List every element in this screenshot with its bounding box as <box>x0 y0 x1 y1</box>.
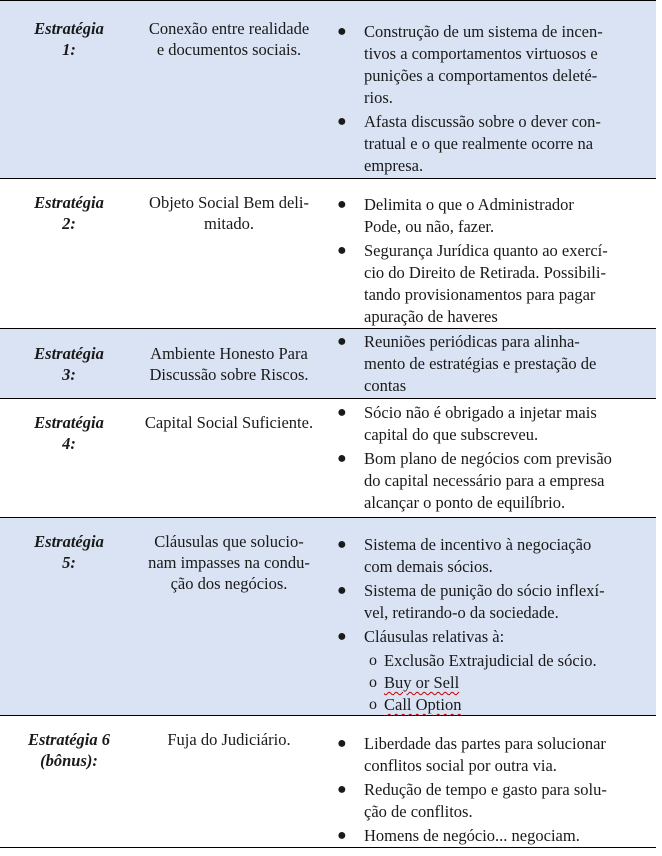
description-line: mitado. <box>204 214 254 233</box>
circle-bullet-icon: o <box>369 674 377 691</box>
list-item: ● Homens de negócio... negociam. <box>337 826 580 845</box>
bullet-icon: ● <box>337 450 347 467</box>
bullet-icon: ● <box>337 113 347 130</box>
list-item: ● Segurança Jurídica quanto ao exercí- cio do Direito de Retirada. Possibili- tando provisionamentos para pagar apuração de haveres <box>337 241 608 326</box>
list-item: ● Construção de um sistema de incen- tivos a comportamentos virtuosos e punições a comportamentos deleté- rios. <box>337 22 603 107</box>
bullet-icon: ● <box>337 781 347 798</box>
description-line: Ambiente Honesto Para <box>150 344 308 363</box>
strategy-label-line: Estratégia <box>34 413 104 432</box>
list-item: ● Reuniões periódicas para alinha- mento de estratégias e prestação de contas <box>337 332 597 395</box>
description-line: Objeto Social Bem deli- <box>149 193 309 212</box>
strategy-description <box>132 531 326 594</box>
strategy-description <box>132 412 326 433</box>
bullet-list <box>332 402 650 516</box>
sub-list-item: o Exclusão Extrajudicial de sócio. <box>369 651 597 670</box>
strategy-label <box>8 192 130 234</box>
strategy-label-line: Estratégia <box>34 19 104 38</box>
list-item: ● Bom plano de negócios com previsão do capital necessário para a empresa alcançar o ponto de equilíbrio. <box>337 449 612 512</box>
strategy-label-line: (bônus): <box>40 751 98 770</box>
bullet-icon: ● <box>337 196 347 213</box>
bullet-icon: ● <box>337 582 347 599</box>
description-line: Discussão sobre Riscos. <box>149 365 309 384</box>
table-row <box>0 179 656 329</box>
description-line: e documentos sociais. <box>156 40 302 59</box>
table-row <box>0 399 656 518</box>
strategy-label-line: 4: <box>62 434 76 453</box>
bullet-icon: ● <box>337 404 347 421</box>
strategy-label-line: Estratégia <box>34 344 104 363</box>
strategy-label <box>8 343 130 385</box>
bullet-icon: ● <box>337 23 347 40</box>
strategy-description <box>132 192 326 234</box>
list-item: ● Cláusulas relativas à: <box>337 627 505 646</box>
description-line: Fuja do Judiciário. <box>167 730 291 749</box>
sub-list-item: o Call Option <box>369 695 462 714</box>
strategy-label <box>8 18 130 60</box>
bullet-icon: ● <box>337 735 347 752</box>
bullet-list <box>332 194 650 330</box>
strategy-label <box>8 412 130 454</box>
bullet-list <box>332 331 650 399</box>
bullet-icon: ● <box>337 628 347 645</box>
table-row <box>0 518 656 716</box>
description-line: Cláusulas que solucio- <box>154 532 304 551</box>
table-row <box>0 716 656 848</box>
sub-list-item: o Buy or Sell <box>369 673 460 692</box>
strategy-label-line: 2: <box>62 214 76 233</box>
bullet-icon: ● <box>337 536 347 553</box>
bullet-icon: ● <box>337 242 347 259</box>
strategy-label-line: 1: <box>62 40 76 59</box>
description-line: Conexão entre realidade <box>148 19 310 38</box>
list-item: ● Sistema de punição do sócio inflexí- vel, retirando-o da sociedade. <box>337 581 605 622</box>
table-row <box>0 329 656 399</box>
strategy-label-line: Estratégia <box>34 532 104 551</box>
strategy-label-line: 5: <box>62 553 76 572</box>
list-item: ● Liberdade das partes para solucionar conflitos social por outra via. <box>337 734 606 775</box>
strategy-description <box>132 729 326 750</box>
strategy-label-line: Estratégia <box>34 193 104 212</box>
table-row <box>0 1 656 179</box>
description-line: Capital Social Suficiente. <box>144 413 314 432</box>
circle-bullet-icon: o <box>369 652 377 669</box>
list-item: ● Sócio não é obrigado a injetar mais capital do que subscreveu. <box>337 403 597 444</box>
bullet-list <box>332 21 650 179</box>
strategy-label <box>8 729 130 771</box>
list-item: ● Afasta discussão sobre o dever con- tratual e o que realmente ocorre na empresa. <box>337 112 601 175</box>
strategy-label-line: Estratégia 6 <box>27 730 111 749</box>
list-item: ● Delimita o que o Administrador Pode, ou não, fazer. <box>337 195 574 236</box>
strategy-description <box>132 343 326 385</box>
list-item: ● Redução de tempo e gasto para solu- ção de conflitos. <box>337 780 607 821</box>
description-line: nam impasses na condu- <box>148 553 310 572</box>
strategy-label <box>8 531 130 573</box>
list-item: ● Sistema de incentivo à negociação com demais sócios. <box>337 535 592 576</box>
circle-bullet-icon: o <box>369 696 377 713</box>
strategy-description <box>132 18 326 60</box>
strategy-label-line: 3: <box>62 365 76 384</box>
bullet-list <box>332 733 650 849</box>
bullet-list <box>332 534 650 716</box>
bullet-icon: ● <box>337 827 347 844</box>
bullet-icon: ● <box>337 333 347 350</box>
description-line: ção dos negócios. <box>170 574 288 593</box>
